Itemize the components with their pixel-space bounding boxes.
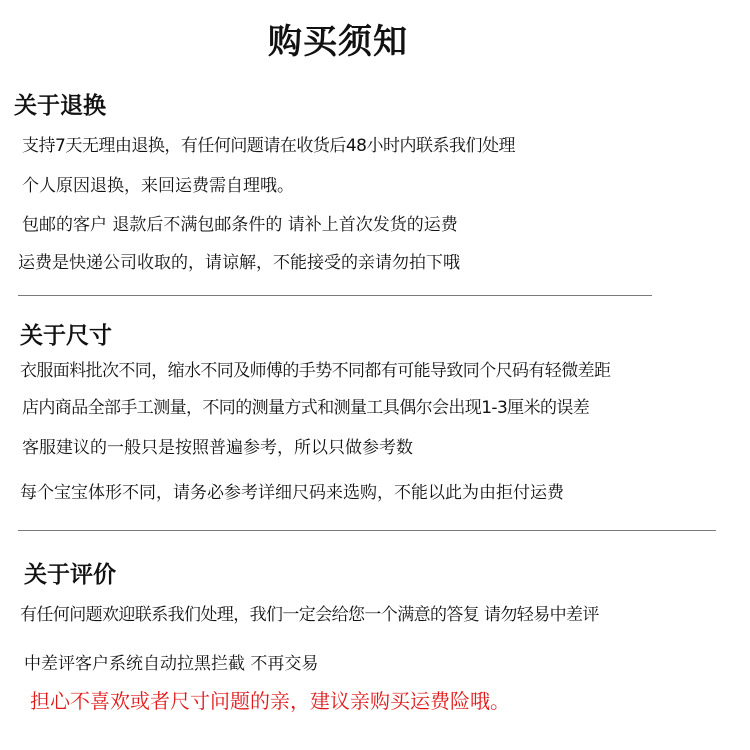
reviews-line-2: 中差评客户系统自动拉黑拦截 不再交易 (24, 654, 319, 674)
size-line-2: 店内商品全部手工测量，不同的测量方式和测量工具偶尔会出现1-3厘米的误差 (22, 398, 590, 418)
page-title: 购买须知 (268, 22, 408, 62)
reviews-line-1: 有任何问题欢迎联系我们处理，我们一定会给您一个满意的答复 请勿轻易中差评 (20, 605, 599, 625)
section-heading-size: 关于尺寸 (20, 323, 112, 349)
returns-line-3: 包邮的客户 退款后不满包邮条件的 请补上首次发货的运费 (22, 215, 458, 235)
returns-line-4: 运费是快递公司收取的，请谅解，不能接受的亲请勿拍下哦 (18, 253, 460, 273)
insurance-notice: 担心不喜欢或者尺寸问题的亲，建议亲购买运费险哦。 (30, 689, 510, 713)
section-heading-reviews: 关于评价 (24, 562, 116, 588)
size-line-4: 每个宝宝体形不同，请务必参考详细尺码来选购，不能以此为由拒付运费 (20, 483, 564, 503)
divider-2 (18, 530, 716, 531)
size-line-1: 衣服面料批次不同，缩水不同及师傅的手势不同都有可能导致同个尺码有轻微差距 (20, 361, 611, 381)
returns-line-1: 支持7天无理由退换，有任何问题请在收货后48小时内联系我们处理 (22, 136, 515, 156)
divider-1 (18, 295, 652, 296)
size-line-3: 客服建议的一般只是按照普遍参考，所以只做参考数 (22, 438, 413, 458)
section-heading-returns: 关于退换 (14, 93, 106, 119)
returns-line-2: 个人原因退换，来回运费需自理哦。 (22, 176, 294, 196)
